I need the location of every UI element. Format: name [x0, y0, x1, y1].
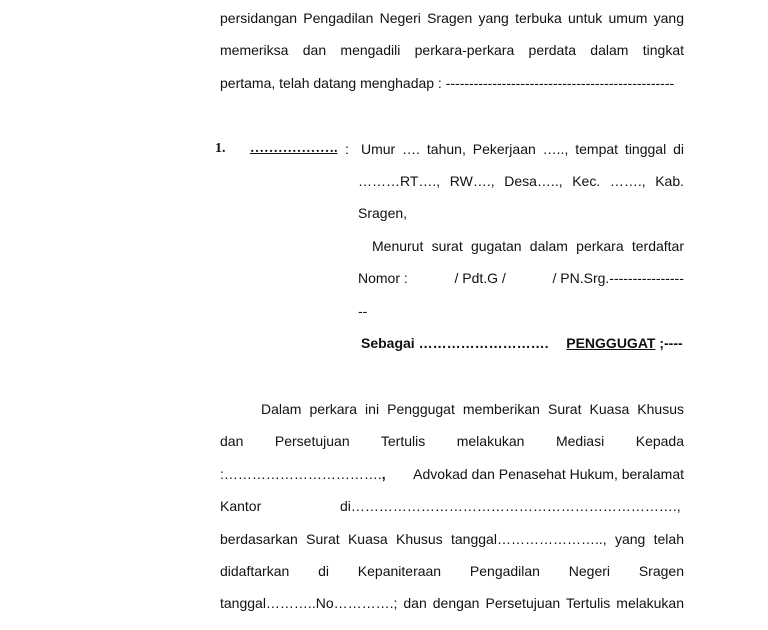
party-role	[361, 334, 683, 352]
intro-line-3: pertama, telah datang menghadap : -------------------------------------------------	[220, 75, 675, 91]
para-line-3-rest: Advokad dan Penasehat Hukum, beralamat	[413, 466, 684, 482]
para-line-4-right: di…………………………………………………………….,	[340, 498, 681, 514]
party-name-placeholder: ……………….	[250, 141, 338, 156]
party-role-suffix: ;----	[659, 335, 683, 351]
party-line-5: Nomor : / Pdt.G / / PN.Srg.----------------	[358, 270, 684, 286]
para-line-6: didaftarkan di Kepaniteraan Pengadilan Negeri Sragen	[220, 563, 684, 579]
para-line-2: dan Persetujuan Tertulis melakukan Mediasi Kepada	[220, 433, 684, 449]
para-line-3-dots: :…………………………….	[220, 466, 382, 482]
para-line-5: berdasarkan Surat Kuasa Khusus tanggal………………….., yang telah	[220, 531, 684, 547]
para-line-4-left: Kantor	[220, 498, 262, 514]
party-colon: :	[345, 141, 349, 157]
intro-line-2: memeriksa dan mengadili perkara-perkara perdata dalam tingkat	[220, 42, 684, 58]
para-line-3	[220, 465, 684, 483]
party-number: 1.	[215, 141, 226, 156]
party-line-3: Sragen,	[358, 205, 408, 221]
party-line-2: ………RT…., RW…., Desa….., Kec. ……., Kab.	[358, 173, 684, 189]
para-line-4	[220, 497, 684, 515]
para-line-3-comma: ,	[381, 466, 386, 482]
party-line-6: --	[358, 303, 368, 319]
party-line-1: Umur …. tahun, Pekerjaan ….., tempat tinggal di	[361, 141, 684, 157]
party-line-4: Menurut surat gugatan dalam perkara terdaftar	[372, 238, 684, 254]
party-role-label: PENGGUGAT	[566, 335, 656, 351]
intro-line-1: persidangan Pengadilan Negeri Sragen yang terbuka untuk umum yang	[220, 10, 684, 26]
para-line-7: tanggal………..No………….; dan dengan Persetujuan Tertulis melakukan	[220, 595, 684, 611]
party-role-prefix: Sebagai ……………………….	[361, 335, 549, 351]
para-line-1: Dalam perkara ini Penggugat memberikan Surat Kuasa Khusus	[261, 401, 684, 417]
